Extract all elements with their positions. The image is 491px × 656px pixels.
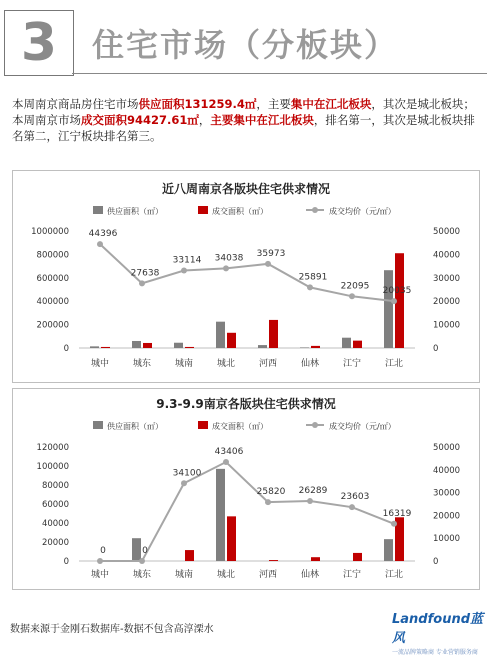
- price-data-label: 27638: [130, 268, 160, 279]
- legend-label: 成交均价（元/㎡）: [329, 207, 396, 216]
- x-tick-label: 城南: [174, 359, 194, 369]
- summary-highlight-deal: 成交面积94427.61㎡: [81, 113, 199, 127]
- x-tick-label: 城南: [174, 570, 194, 580]
- y-tick-left: 600000: [36, 273, 69, 284]
- summary-highlight-deal-area: 主要集中在江北板块: [210, 113, 314, 127]
- supply-bar: [132, 341, 141, 348]
- section-header: [0, 0, 491, 88]
- summary-text-2: ，主要: [256, 97, 291, 111]
- x-tick-label: 城北: [216, 570, 236, 580]
- chart-panel-week: [12, 388, 480, 590]
- deal-bar: [227, 516, 236, 561]
- x-tick-label: 江北: [384, 570, 404, 580]
- y-tick-right: 10000: [433, 534, 461, 545]
- landfound-logo: [392, 608, 486, 656]
- x-tick-label: 城中: [90, 359, 110, 369]
- supply-bar: [132, 538, 141, 561]
- price-data-label: 20035: [382, 286, 412, 297]
- legend-swatch: [93, 421, 103, 429]
- deal-bar: [185, 347, 194, 348]
- deal-bar: [269, 560, 278, 561]
- legend-swatch: [198, 206, 208, 214]
- summary-text-1: 本周南京商品房住宅市场: [12, 97, 139, 111]
- y-tick-left: 1000000: [31, 227, 69, 237]
- y-tick-right: 40000: [433, 465, 461, 476]
- price-point: [391, 298, 397, 304]
- price-data-label: 0: [100, 546, 106, 556]
- price-point: [391, 521, 397, 527]
- deal-bar: [227, 333, 236, 348]
- supply-bar: [384, 270, 393, 348]
- price-data-label: 33114: [172, 255, 202, 266]
- supply-bar: [384, 539, 393, 561]
- x-tick-label: 江宁: [342, 570, 362, 580]
- legend-label: 供应面积（㎡）: [107, 422, 163, 431]
- price-point: [181, 268, 187, 274]
- price-data-label: 26289: [298, 486, 328, 497]
- summary-highlight-supply: 供应面积131259.4㎡: [138, 97, 257, 111]
- price-point: [223, 459, 229, 465]
- price-point: [139, 558, 145, 564]
- legend-swatch: [198, 421, 208, 429]
- y-tick-right: 50000: [433, 227, 461, 237]
- price-point: [265, 499, 271, 505]
- x-tick-label: 河西: [258, 570, 278, 580]
- y-tick-right: 50000: [433, 443, 461, 453]
- y-tick-left: 200000: [36, 320, 69, 331]
- supply-bar: [174, 343, 183, 348]
- section-number: 3: [20, 13, 58, 73]
- price-point: [181, 480, 187, 486]
- x-tick-label: 仙林: [300, 359, 320, 369]
- supply-bar: [90, 346, 99, 348]
- summary-highlight-supply-area: 集中在江北板块: [290, 97, 372, 111]
- price-data-label: 35973: [256, 248, 286, 259]
- logo-tagline: 一流品牌策略商 专业营销服务商: [392, 649, 478, 656]
- legend-label: 成交均价（元/㎡）: [329, 422, 396, 431]
- y-tick-left: 20000: [41, 538, 69, 548]
- price-data-label: 34038: [214, 253, 244, 264]
- supply-bar: [342, 338, 351, 348]
- y-tick-left: 60000: [41, 500, 69, 510]
- price-point: [349, 293, 355, 299]
- y-tick-left: 80000: [41, 481, 69, 491]
- price-data-label: 43406: [214, 447, 244, 458]
- section-number-box: [4, 10, 74, 76]
- price-point: [307, 498, 313, 504]
- price-point: [139, 280, 145, 286]
- deal-bar: [353, 553, 362, 561]
- price-data-label: 25820: [256, 487, 286, 498]
- legend-marker: [312, 422, 318, 428]
- deal-bar: [185, 550, 194, 561]
- y-tick-left: 800000: [36, 250, 69, 261]
- legend-swatch: [93, 206, 103, 214]
- x-tick-label: 城北: [216, 359, 236, 369]
- price-point: [97, 241, 103, 247]
- summary-text-5: ，排名第一，其次是城北板块排名第二，江宁板块排名第三。: [12, 113, 475, 143]
- x-tick-label: 仙林: [300, 570, 320, 580]
- supply-bar: [300, 347, 309, 348]
- x-tick-label: 城东: [132, 570, 152, 580]
- price-data-label: 34100: [172, 468, 202, 479]
- legend-label: 成交面积（㎡）: [212, 422, 268, 431]
- chart-week: [13, 389, 479, 589]
- deal-bar: [353, 341, 362, 348]
- y-tick-right: 30000: [433, 273, 461, 284]
- y-tick-right: 20000: [433, 297, 461, 308]
- price-data-label: 25891: [298, 272, 328, 283]
- y-tick-right: 20000: [433, 511, 461, 522]
- y-tick-left: 400000: [36, 297, 69, 308]
- x-tick-label: 城东: [132, 359, 152, 369]
- price-point: [97, 558, 103, 564]
- price-data-label: 23603: [340, 492, 370, 503]
- supply-bar: [216, 322, 225, 348]
- logo-brand: Landfound蓝风: [392, 612, 484, 646]
- deal-bar: [269, 320, 278, 348]
- price-data-label: 0: [142, 546, 148, 556]
- header-divider: [72, 73, 487, 74]
- legend-marker: [312, 207, 318, 213]
- section-title: 住宅市场（分板块）: [92, 26, 399, 64]
- summary-text-3: ，其次是城北板块；本周南京市场: [12, 97, 475, 127]
- price-data-label: 44396: [88, 229, 118, 240]
- supply-bar: [216, 469, 225, 561]
- y-tick-right: 40000: [433, 250, 461, 261]
- price-point: [265, 261, 271, 267]
- data-source-note: 数据来源于金刚石数据库-数据不包含高淳溧水: [10, 624, 214, 635]
- legend-label: 供应面积（㎡）: [107, 207, 163, 216]
- deal-bar: [311, 346, 320, 348]
- y-tick-left: 120000: [36, 443, 69, 453]
- y-tick-left: 100000: [36, 462, 69, 472]
- price-point: [349, 504, 355, 510]
- price-point: [223, 265, 229, 271]
- y-tick-right: 0: [433, 344, 439, 354]
- chart-title: 9.3-9.9南京各版块住宅供求情况: [156, 397, 336, 411]
- x-tick-label: 城中: [90, 570, 110, 580]
- legend-label: 成交面积（㎡）: [212, 207, 268, 216]
- deal-bar: [101, 347, 110, 348]
- chart-eight-weeks: [13, 171, 479, 382]
- y-tick-left: 40000: [41, 519, 69, 529]
- x-tick-label: 河西: [258, 359, 278, 369]
- chart-panel-eight-weeks: [12, 170, 480, 383]
- price-point: [307, 284, 313, 290]
- x-tick-label: 江北: [384, 359, 404, 369]
- y-tick-left: 0: [63, 557, 69, 567]
- supply-bar: [258, 345, 267, 348]
- y-tick-right: 10000: [433, 320, 461, 331]
- x-tick-label: 江宁: [342, 359, 362, 369]
- summary-text-4: ，: [198, 113, 211, 127]
- y-tick-right: 0: [433, 557, 439, 567]
- y-tick-left: 0: [63, 344, 69, 354]
- deal-bar: [143, 343, 152, 348]
- deal-bar: [311, 557, 320, 561]
- price-data-label: 22095: [340, 281, 370, 292]
- y-tick-right: 30000: [433, 488, 461, 499]
- price-data-label: 16319: [382, 508, 412, 519]
- chart-title: 近八周南京各版块住宅供求情况: [161, 182, 331, 196]
- summary-paragraph: [12, 96, 482, 144]
